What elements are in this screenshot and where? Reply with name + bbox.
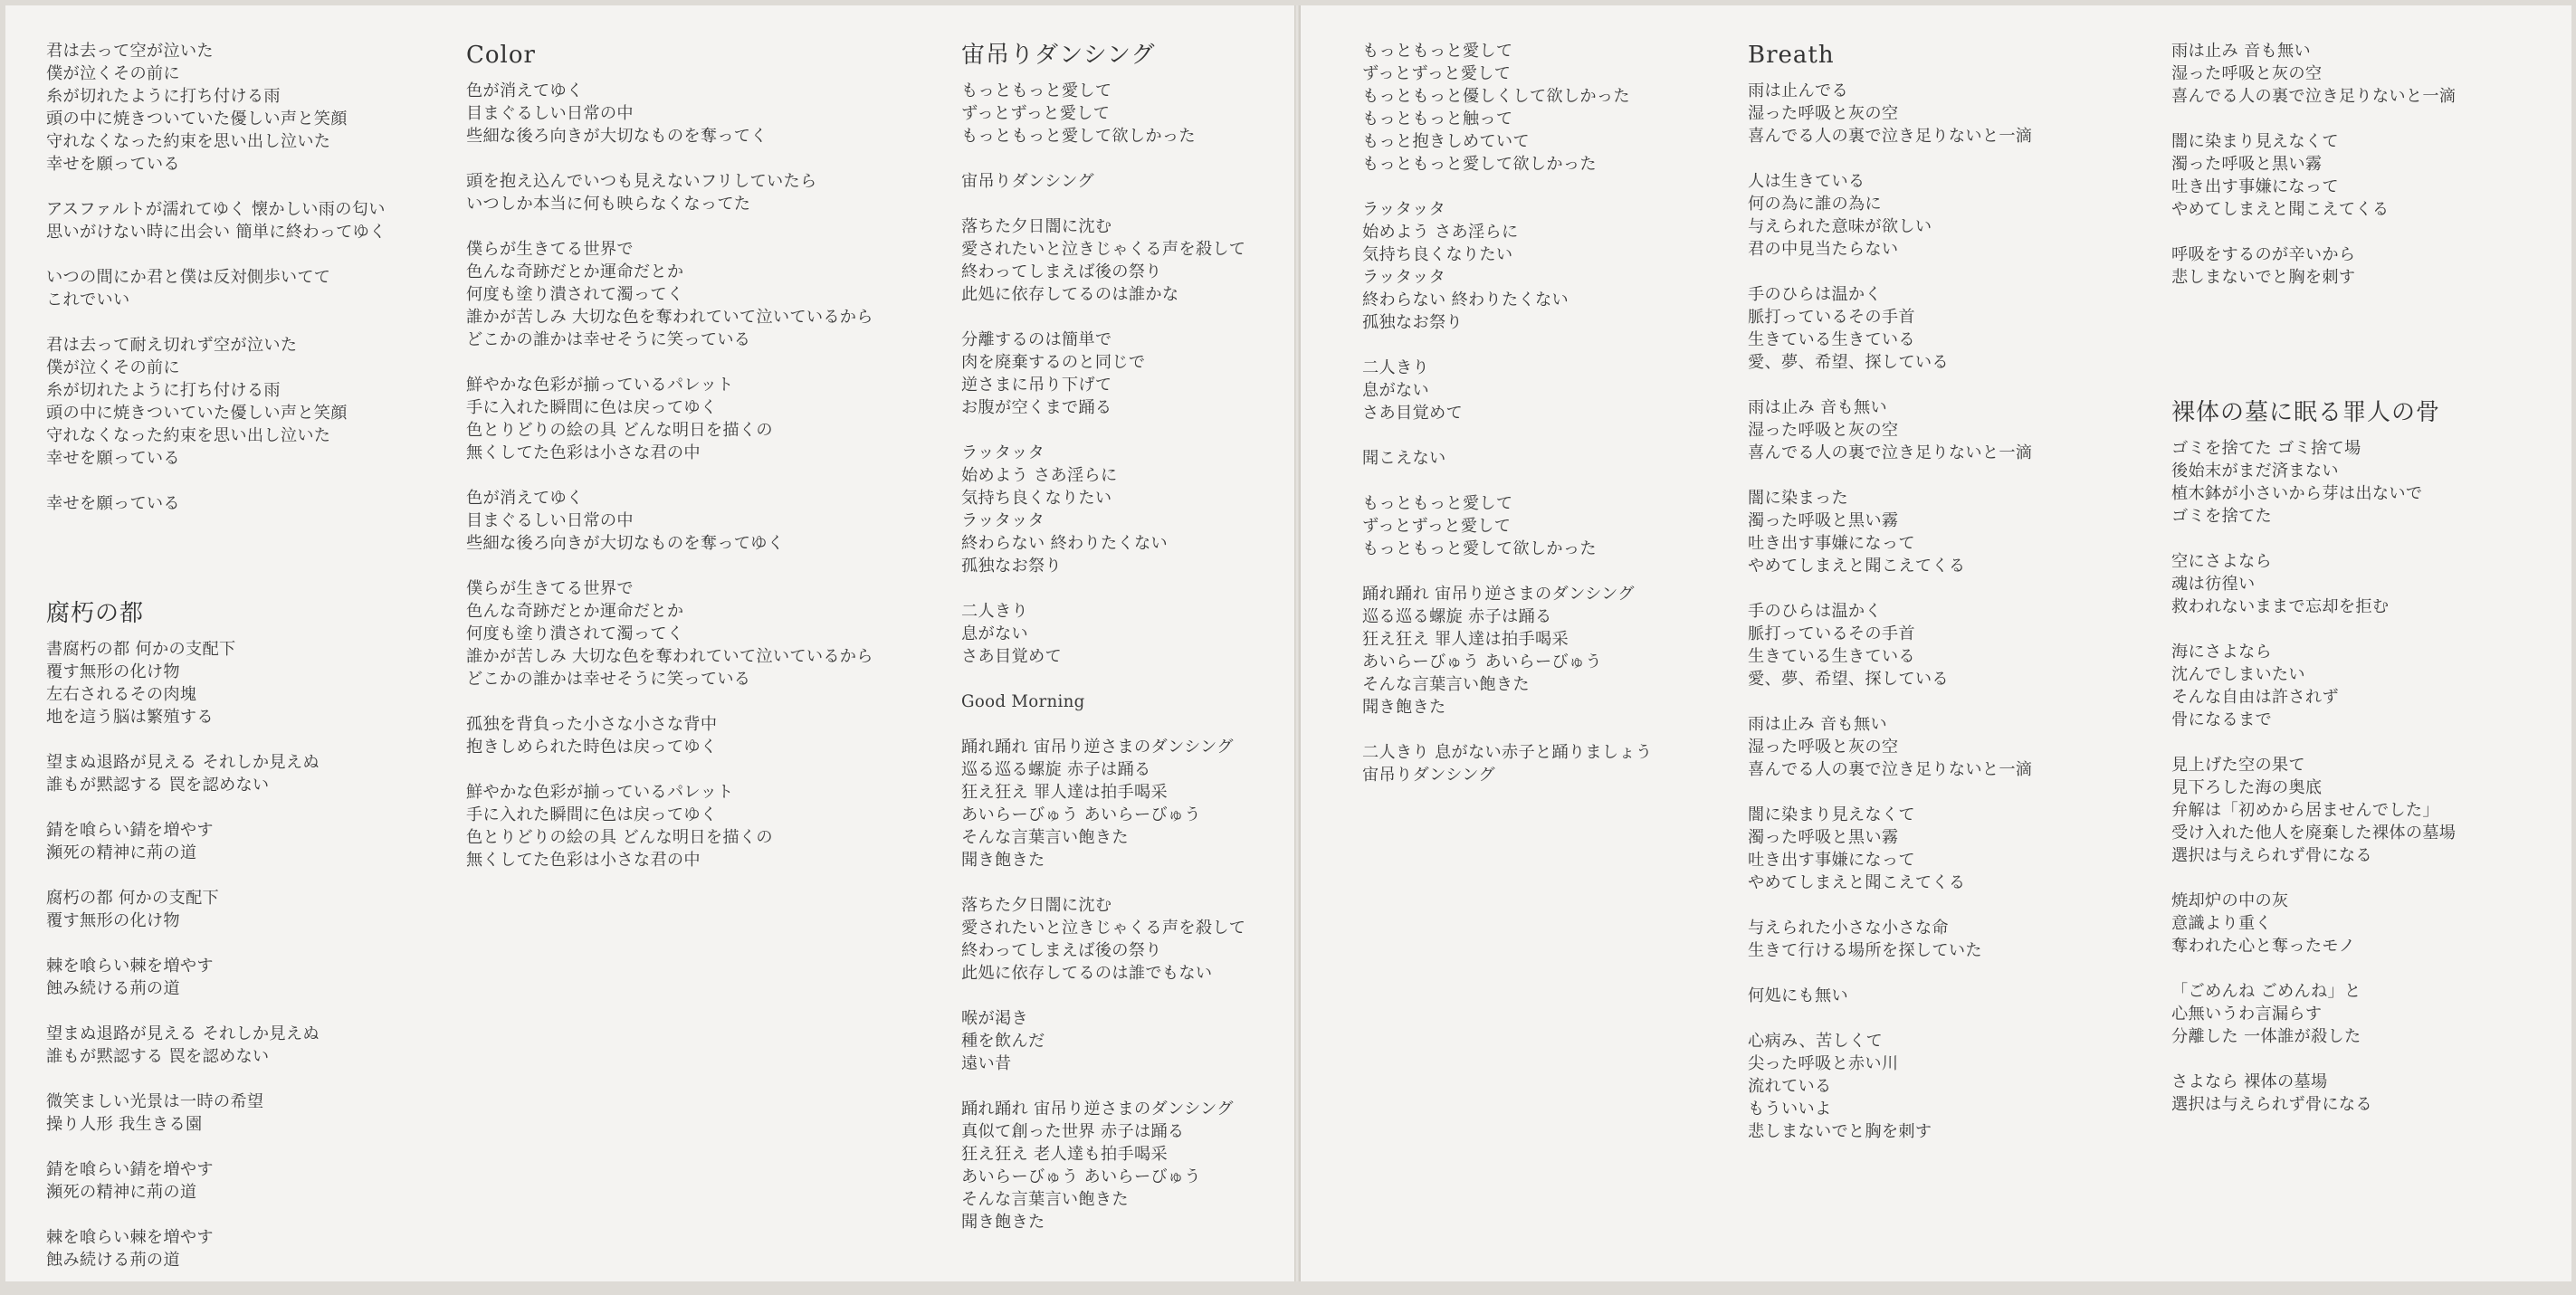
lyric-line: 蝕み続ける荊の道 (46, 979, 180, 998)
lyric-line: いつの間にか君と僕は反対側歩いてて (46, 268, 331, 287)
lyric-stanza (1362, 198, 1652, 334)
lyric-stanza (46, 198, 386, 243)
lyric-line: 沈んでしまいたい (2171, 665, 2305, 684)
lyric-line: 終わらない 終わりたくない (961, 534, 1168, 553)
lyric-line: 始めよう さあ淫らに (1362, 223, 1519, 242)
lyric-line: 孤独なお祭り (961, 557, 1062, 576)
lyric-line: これでいい (46, 290, 130, 309)
lyric-stanza (1748, 600, 2032, 690)
lyric-line: 鮮やかな色彩が揃っているパレット (466, 376, 734, 395)
lyric-stanza (1748, 80, 2032, 148)
lyric-stanza (46, 1090, 386, 1136)
lyric-line: 宙吊りダンシング (1362, 766, 1495, 785)
song-block (1362, 40, 1652, 786)
lyric-stanza (961, 736, 1245, 871)
lyric-line: もっともっと触って (1362, 110, 1513, 129)
lyric-line: 心病み、苦しくて (1748, 1032, 1883, 1051)
lyric-stanza (2171, 437, 2456, 528)
lyric-line: 踊れ踊れ 宙吊り逆さまのダンシング (961, 738, 1234, 757)
lyrics-column-3 (961, 40, 1245, 1233)
lyric-line: 喜んでる人の裏で泣き足りないと一滴 (1748, 443, 2033, 462)
lyric-line: 色んな奇跡だとか運命だとか (466, 262, 684, 281)
lyric-line: あいらーびゅう あいらーびゅう (961, 1167, 1201, 1186)
lyric-line: 分離した 一体誰が殺した (2171, 1027, 2361, 1046)
lyric-line: 生きている生きている (1748, 647, 1915, 666)
lyric-line: 吐き出す事嫌になって (1748, 534, 1915, 553)
lyric-line: 後始末がまだ済まない (2171, 462, 2339, 481)
lyric-line: 左右されるその肉塊 (46, 685, 197, 704)
lyrics-column-6 (2171, 40, 2456, 1116)
lyric-line: 分離するのは簡単で (961, 330, 1112, 349)
lyric-line: 尖った呼吸と赤い川 (1748, 1054, 1899, 1073)
lyric-stanza (2171, 641, 2456, 731)
lyric-line: 与えられた意味が欲しい (1748, 217, 1932, 236)
lyric-stanza (466, 713, 873, 758)
lyric-stanza (961, 1007, 1245, 1075)
lyric-line: さあ目覚めて (1362, 404, 1463, 423)
lyric-line: 頭の中に焼きついていた優しい声と笑顔 (46, 404, 348, 423)
lyric-stanza (2171, 40, 2456, 108)
lyric-line: やめてしまえと聞こえてくる (1748, 557, 1966, 576)
lyric-line: ずっとずっと愛して (961, 104, 1111, 123)
lyric-line: 吐き出す事嫌になって (1748, 851, 1915, 870)
lyric-stanza (466, 487, 873, 555)
lyric-stanza (1748, 1030, 2032, 1143)
lyric-line: もっともっと愛して (1362, 494, 1513, 513)
lyric-stanza (2171, 550, 2456, 618)
lyric-line: 喜んでる人の裏で泣き足りないと一滴 (1748, 760, 2033, 779)
lyric-line: 君の中見当たらない (1748, 240, 1899, 259)
lyric-line: 錆を喰らい錆を増やす (46, 821, 214, 840)
lyric-line: 頭の中に焼きついていた優しい声と笑顔 (46, 110, 348, 129)
lyric-line: どこかの誰かは幸せそうに笑っている (466, 670, 751, 689)
lyric-stanza (2171, 1071, 2456, 1116)
lyric-line: 落ちた夕日闇に沈む (961, 217, 1112, 236)
lyric-stanza (1362, 40, 1652, 176)
song-block (1748, 40, 2032, 1143)
lyric-stanza (961, 442, 1245, 577)
lyric-stanza (1362, 741, 1652, 786)
lyric-line: 踊れ踊れ 宙吊り逆さまのダンシング (1362, 585, 1635, 604)
lyric-line: 君は去って空が泣いた (46, 42, 214, 61)
lyric-line: 逆さまに吊り下げて (961, 376, 1112, 395)
lyric-line: 救われないままで忘却を拒む (2171, 597, 2390, 616)
song-block (466, 40, 873, 871)
lyric-line: 始めよう さあ淫らに (961, 466, 1118, 485)
lyric-stanza (2171, 890, 2456, 957)
lyric-line: 微笑ましい光景は一時の希望 (46, 1092, 264, 1111)
lyric-line: 弁解は「初めから居ませんでした」 (2171, 801, 2439, 820)
lyric-line: 息がない (961, 624, 1028, 643)
song-block (46, 40, 386, 515)
lyric-line: ゴミを捨てた (2171, 507, 2272, 526)
lyric-stanza (466, 238, 873, 351)
lyric-line: 種を飲んだ (961, 1032, 1045, 1051)
lyric-line: 植木鉢が小さいから芽は出ないで (2171, 484, 2423, 503)
lyric-line: 何度も塗り潰されて濁ってく (466, 285, 684, 304)
lyric-stanza (2171, 980, 2456, 1048)
lyric-stanza (1748, 283, 2032, 374)
lyric-line: 海にさよなら (2171, 643, 2272, 662)
lyric-line: 僕が泣くその前に (46, 64, 180, 83)
lyric-line: 終わってしまえば後の祭り (961, 941, 1162, 960)
lyric-line: 聞き飽きた (1362, 698, 1446, 717)
lyric-stanza (46, 40, 386, 176)
lyric-line: どこかの誰かは幸せそうに笑っている (466, 330, 751, 349)
lyric-line: 湿った呼吸と灰の空 (1748, 104, 1899, 123)
booklet-left-page (5, 5, 1295, 1281)
lyric-stanza (466, 577, 873, 690)
lyric-line: 愛されたいと泣きじゃくる声を殺して (961, 240, 1246, 259)
song-title: Breath (1748, 42, 1835, 69)
lyric-line: 聞き飽きた (961, 1213, 1045, 1232)
song-title: 腐朽の都 (46, 600, 145, 627)
lyric-stanza (2171, 243, 2456, 289)
lyric-line: 気持ち良くなりたい (1362, 245, 1513, 264)
lyric-line: 落ちた夕日闇に沈む (961, 896, 1112, 915)
lyric-stanza (46, 1023, 386, 1068)
lyric-line: 濁った呼吸と黒い霧 (2171, 155, 2323, 174)
lyric-line: 奪われた心と奪ったモノ (2171, 937, 2356, 956)
lyrics-column-2 (466, 40, 873, 871)
lyric-line: 棘を喰らい棘を増やす (46, 957, 214, 976)
lyric-stanza (1748, 713, 2032, 781)
lyric-line: 雨は止んでる (1748, 81, 1848, 100)
lyric-line: 魂は彷徨い (2171, 575, 2256, 594)
lyric-line: 選択は与えられず骨になる (2171, 1095, 2372, 1114)
lyric-stanza (466, 374, 873, 464)
lyric-stanza (46, 492, 386, 515)
lyric-line: アスファルトが濡れてゆく 懐かしい雨の匂い (46, 200, 386, 219)
song-title: 裸体の墓に眠る罪人の骨 (2171, 399, 2441, 426)
lyric-line: 無くしてた色彩は小さな君の中 (466, 443, 701, 462)
lyric-line: もっともっと愛して (961, 81, 1112, 100)
lyric-line: 誰かが苦しみ 大切な色を奪われていて泣いているから (466, 308, 873, 327)
lyric-line: ずっとずっと愛して (1362, 517, 1512, 536)
lyric-line: 手のひらは温かく (1748, 602, 1882, 621)
lyric-line: 雨は止み 音も無い (1748, 398, 1887, 417)
lyric-stanza (1748, 985, 2032, 1007)
lyric-line: 僕らが生きてる世界で (466, 240, 634, 259)
lyric-line: 愛されたいと泣きじゃくる声を殺して (961, 919, 1246, 938)
lyric-line: 僕らが生きてる世界で (466, 579, 634, 598)
lyric-line: やめてしまえと聞こえてくる (1748, 873, 1966, 892)
lyric-stanza (1748, 170, 2032, 261)
lyric-stanza (46, 638, 386, 728)
lyric-line: 息がない (1362, 381, 1429, 400)
lyric-line: 誰もが黙認する 罠を認めない (46, 776, 270, 795)
lyric-line: 心無いうわ言漏らす (2171, 1005, 2323, 1024)
lyric-line: 濁った呼吸と黒い霧 (1748, 511, 1899, 530)
lyric-line: さあ目覚めて (961, 647, 1062, 666)
lyric-line: 錆を喰らい錆を増やす (46, 1160, 214, 1179)
lyric-line: 色が消えてゆく (466, 489, 584, 508)
lyric-stanza (961, 80, 1245, 148)
lyric-line: 蝕み続ける荊の道 (46, 1251, 180, 1270)
lyric-line: 瀕死の精神に荊の道 (46, 1183, 197, 1202)
lyric-stanza (46, 334, 386, 470)
lyric-line: ラッタッタ (1362, 268, 1446, 287)
lyric-line: 巡る巡る螺旋 赤子は踊る (1362, 607, 1552, 626)
lyric-line: 巡る巡る螺旋 赤子は踊る (961, 760, 1151, 779)
lyric-line: もっと抱きしめていて (1362, 132, 1530, 151)
lyric-line: 思いがけない時に出会い 簡単に終わってゆく (46, 223, 386, 242)
lyric-line: 狂え狂え 罪人達は拍手喝采 (1362, 630, 1569, 649)
lyric-line: 孤独なお祭り (1362, 313, 1463, 332)
lyric-line: 色とりどりの絵の具 どんな明日を描くの (466, 828, 773, 847)
lyrics-column-4 (1362, 40, 1652, 786)
song-block (2171, 40, 2456, 289)
lyric-stanza (46, 887, 386, 932)
lyric-line: 空にさよなら (2171, 552, 2272, 571)
lyric-line: 此処に依存してるのは誰かな (961, 285, 1179, 304)
lyric-line: 人は生きている (1748, 172, 1865, 191)
lyrics-column-5 (1748, 40, 2032, 1143)
lyric-line: あいらーびゅう あいらーびゅう (961, 805, 1201, 824)
lyric-line: お腹が空くまで踊る (961, 398, 1112, 417)
lyric-stanza (1362, 583, 1652, 719)
lyric-line: 「ごめんね ごめんね」と (2171, 982, 2361, 1001)
lyric-line: 覆す無形の化け物 (46, 662, 180, 681)
lyric-line: 幸せを願っている (46, 494, 180, 513)
lyric-line: 愛、夢、希望、探している (1748, 670, 1949, 689)
lyric-stanza (2171, 130, 2456, 221)
lyric-line: 悲しまないでと胸を刺す (1748, 1122, 1932, 1141)
lyric-line: 誰かが苦しみ 大切な色を奪われていて泣いているから (466, 647, 873, 666)
lyric-line: 何の為に誰の為に (1748, 195, 1882, 214)
lyric-line: 聞き飽きた (961, 851, 1045, 870)
lyric-line: 踊れ踊れ 宙吊り逆さまのダンシング (961, 1100, 1234, 1119)
lyric-line: 悲しまないでと胸を刺す (2171, 268, 2356, 287)
lyric-line: 生きて行ける場所を探していた (1748, 941, 1982, 960)
lyric-line: ゴミを捨てた ゴミ捨て場 (2171, 439, 2361, 458)
lyric-line: 何度も塗り潰されて濁ってく (466, 624, 684, 643)
lyric-line: 腐朽の都 何かの支配下 (46, 889, 219, 908)
song-title: Color (466, 42, 536, 69)
lyric-line: 些細な後ろ向きが大切なものを奪ってゆく (466, 534, 785, 553)
lyric-stanza (466, 781, 873, 871)
lyric-stanza (46, 955, 386, 1000)
lyric-stanza (961, 690, 1245, 713)
lyric-line: 吐き出す事嫌になって (2171, 177, 2339, 196)
lyric-line: 見下ろした海の奥底 (2171, 778, 2323, 797)
lyric-stanza (1362, 357, 1652, 424)
lyric-line: もっともっと愛して欲しかった (1362, 539, 1597, 558)
lyric-line: 何処にも無い (1748, 986, 1848, 1005)
lyric-line: 此処に依存してるのは誰でもない (961, 964, 1213, 983)
lyric-line: 雨は止み 音も無い (2171, 42, 2311, 61)
lyric-line: ずっとずっと愛して (1362, 64, 1512, 83)
lyric-line: 糸が切れたように打ち付ける雨 (46, 381, 281, 400)
lyric-line: 無くしてた色彩は小さな君の中 (466, 851, 701, 870)
lyric-line: ラッタッタ (961, 443, 1045, 462)
lyric-line: 受け入れた他人を廃棄した裸体の墓場 (2171, 824, 2457, 843)
lyric-stanza (961, 329, 1245, 419)
song-block (46, 598, 386, 1271)
lyric-line: 脈打っているその手首 (1748, 624, 1915, 643)
lyric-line: 湿った呼吸と灰の空 (2171, 64, 2323, 83)
lyric-line: 幸せを願っている (46, 155, 180, 174)
booklet-right-page (1300, 5, 2571, 1281)
lyric-line: 二人きり 息がない赤子と踊りましょう (1362, 743, 1653, 762)
song-block (2171, 397, 2456, 1116)
lyric-line: 地を這う脳は繁殖する (46, 708, 214, 727)
lyric-line: そんな言葉言い飽きた (1362, 675, 1530, 694)
lyric-line: 色が消えてゆく (466, 81, 584, 100)
lyric-line: 脈打っているその手首 (1748, 308, 1915, 327)
lyric-line: 守れなくなった約束を思い出し泣いた (46, 132, 331, 151)
lyric-line: 闇に染まった (1748, 489, 1848, 508)
lyric-stanza (961, 894, 1245, 985)
lyric-line: 湿った呼吸と灰の空 (1748, 738, 1899, 757)
lyric-line: 目まぐるしい日常の中 (466, 104, 634, 123)
lyric-stanza (46, 1226, 386, 1271)
lyric-line: 守れなくなった約束を思い出し泣いた (46, 426, 331, 445)
lyric-stanza (466, 170, 873, 215)
lyric-line: 焼却炉の中の灰 (2171, 891, 2289, 910)
lyrics-column-1 (46, 40, 386, 1271)
lyric-line: 愛、夢、希望、探している (1748, 353, 1949, 372)
lyric-line: そんな自由は許されず (2171, 688, 2339, 707)
lyric-line: 選択は与えられず骨になる (2171, 846, 2372, 865)
lyric-line: ラッタッタ (961, 511, 1045, 530)
lyric-line: 見上げた空の果て (2171, 756, 2305, 775)
lyric-line: 流れている (1748, 1077, 1832, 1096)
lyric-line: 気持ち良くなりたい (961, 489, 1112, 508)
lyric-stanza (46, 751, 386, 796)
lyric-line: 遠い昔 (961, 1054, 1012, 1073)
lyric-stanza (1748, 487, 2032, 577)
lyric-line: 宙吊りダンシング (961, 172, 1094, 191)
lyric-stanza (1362, 492, 1652, 560)
lyric-line: 骨になるまで (2171, 710, 2272, 729)
lyric-line: 抱きしめられた時色は戻ってゆく (466, 738, 718, 757)
lyric-stanza (46, 266, 386, 311)
lyric-stanza (1748, 917, 2032, 962)
lyric-line: 二人きり (961, 602, 1028, 621)
lyric-line: もっともっと優しくして欲しかった (1362, 87, 1630, 106)
lyric-line: 狂え狂え 罪人達は拍手喝采 (961, 783, 1168, 802)
lyric-line: 操り人形 我生きる園 (46, 1115, 203, 1134)
lyric-line: 色とりどりの絵の具 どんな明日を描くの (466, 421, 773, 440)
lyric-line: 幸せを願っている (46, 449, 180, 468)
lyric-line: 手に入れた瞬間に色は戻ってゆく (466, 398, 718, 417)
lyric-line: そんな言葉言い飽きた (961, 828, 1129, 847)
lyric-stanza (1362, 447, 1652, 470)
lyric-line: 終わってしまえば後の祭り (961, 262, 1162, 281)
lyric-line: もっともっと愛して欲しかった (961, 127, 1196, 146)
lyric-line: いつしか本当に何も映らなくなってた (466, 195, 751, 214)
lyric-stanza (961, 215, 1245, 306)
lyric-line: 闇に染まり見えなくて (1748, 805, 1915, 824)
lyric-stanza (1748, 396, 2032, 464)
lyric-line: 呼吸をするのが辛いから (2171, 245, 2356, 264)
lyric-line: 喉が渇き (961, 1009, 1028, 1028)
lyric-line: 手に入れた瞬間に色は戻ってゆく (466, 805, 718, 824)
lyric-stanza (46, 819, 386, 864)
lyric-line: 孤独を背負った小さな小さな背中 (466, 715, 718, 734)
lyric-line: やめてしまえと聞こえてくる (2171, 200, 2390, 219)
lyric-line: 生きている生きている (1748, 330, 1915, 349)
lyric-line: 真似て創った世界 赤子は踊る (961, 1122, 1185, 1141)
lyric-line: 濁った呼吸と黒い霧 (1748, 828, 1899, 847)
song-block (961, 40, 1245, 1233)
lyric-line: 喜んでる人の裏で泣き足りないと一滴 (1748, 127, 2033, 146)
lyric-line: 望まぬ退路が見える それしか見えぬ (46, 753, 320, 772)
lyric-line: 糸が切れたように打ち付ける雨 (46, 87, 281, 106)
lyric-line: もっともっと愛して (1362, 42, 1513, 61)
lyric-line: 闇に染まり見えなくて (2171, 132, 2339, 151)
lyric-line: 覆す無形の化け物 (46, 911, 180, 930)
lyric-line: もういいよ (1748, 1100, 1832, 1119)
lyric-line: 二人きり (1362, 358, 1429, 377)
lyric-stanza (46, 1158, 386, 1204)
lyric-stanza (1748, 804, 2032, 894)
lyric-line: 棘を喰らい棘を増やす (46, 1228, 214, 1247)
lyric-line: 誰もが黙認する 罠を認めない (46, 1047, 270, 1066)
lyric-line: 終わらない 終わりたくない (1362, 290, 1569, 309)
lyric-stanza (2171, 754, 2456, 867)
lyric-line: 狂え狂え 老人達も拍手喝采 (961, 1145, 1168, 1164)
lyric-line: 些細な後ろ向きが大切なものを奪ってく (466, 127, 768, 146)
lyric-line: 望まぬ退路が見える それしか見えぬ (46, 1024, 320, 1043)
lyric-line: 書腐朽の都 何かの支配下 (46, 640, 236, 659)
lyric-stanza (961, 1098, 1245, 1233)
lyric-stanza (466, 80, 873, 148)
lyric-line: 意識より重く (2171, 914, 2272, 933)
lyric-line: Good Morning (961, 692, 1085, 711)
lyric-line: 鮮やかな色彩が揃っているパレット (466, 783, 734, 802)
lyric-line: 肉を廃棄するのと同じで (961, 353, 1146, 372)
song-title: 宙吊りダンシング (961, 42, 1156, 69)
lyric-line: 目まぐるしい日常の中 (466, 511, 634, 530)
lyric-line: そんな言葉言い飽きた (961, 1190, 1129, 1209)
lyric-stanza (961, 170, 1245, 193)
lyric-line: 瀕死の精神に荊の道 (46, 843, 197, 862)
lyric-line: 頭を抱え込んでいつも見えないフリしていたら (466, 172, 817, 191)
lyric-line: もっともっと愛して欲しかった (1362, 155, 1597, 174)
lyric-line: 君は去って耐え切れず空が泣いた (46, 336, 298, 355)
lyric-stanza (961, 600, 1245, 668)
lyric-line: さよなら 裸体の墓場 (2171, 1072, 2328, 1091)
lyric-line: 聞こえない (1362, 449, 1446, 468)
lyric-line: 色んな奇跡だとか運命だとか (466, 602, 684, 621)
lyric-line: 手のひらは温かく (1748, 285, 1882, 304)
lyric-line: 与えられた小さな小さな命 (1748, 919, 1949, 938)
lyric-line: あいらーびゅう あいらーびゅう (1362, 652, 1602, 671)
lyric-line: ラッタッタ (1362, 200, 1446, 219)
lyric-line: 喜んでる人の裏で泣き足りないと一滴 (2171, 87, 2457, 106)
lyric-line: 雨は止み 音も無い (1748, 715, 1887, 734)
lyric-line: 僕が泣くその前に (46, 358, 180, 377)
lyric-line: 湿った呼吸と灰の空 (1748, 421, 1899, 440)
